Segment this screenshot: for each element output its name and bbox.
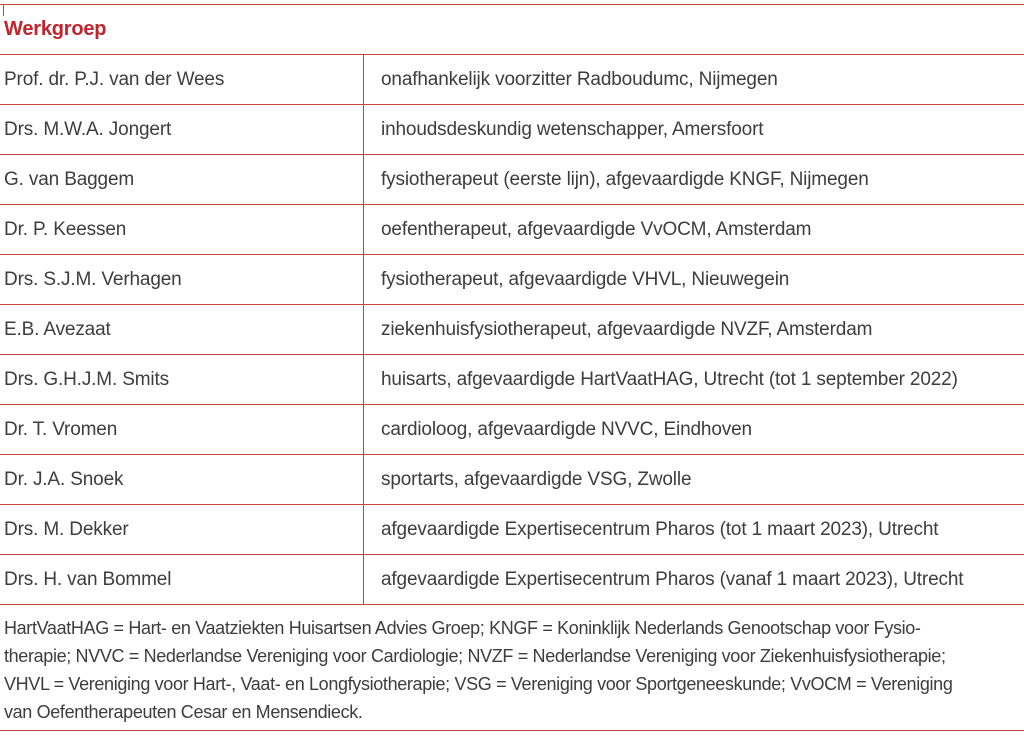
- footnote-line: VHVL = Vereniging voor Hart-, Vaat- en Longfysiotherapie; VSG = Vereniging voor Sportgeneeskunde; VvOCM = Vereniging: [4, 674, 953, 694]
- footnote-line: HartVaatHAG = Hart- en Vaatziekten Huisartsen Advies Groep; KNGF = Koninklijk Nederlands Genootschap voor Fysio-: [4, 618, 921, 638]
- member-name: Dr. P. Keessen: [4, 218, 127, 240]
- member-role: oefentherapeut, afgevaardigde VvOCM, Amsterdam: [363, 205, 1024, 254]
- table-row: [0, 504, 1024, 554]
- member-role: fysiotherapeut, afgevaardigde VHVL, Nieuwegein: [363, 255, 1024, 304]
- table-row: [0, 454, 1024, 504]
- member-name: E.B. Avezaat: [4, 318, 111, 340]
- werkgroep-table: [0, 4, 1024, 731]
- member-name: Drs. H. van Bommel: [4, 568, 172, 590]
- member-name: G. van Baggem: [4, 168, 135, 190]
- member-name: Drs. G.H.J.M. Smits: [4, 368, 169, 390]
- member-name: Drs. M. Dekker: [4, 518, 129, 540]
- table-body: [0, 54, 1024, 604]
- member-name: Drs. M.W.A. Jongert: [4, 118, 172, 140]
- member-name: Prof. dr. P.J. van der Wees: [4, 68, 225, 90]
- member-name: Dr. T. Vromen: [4, 418, 118, 440]
- footnote-line: therapie; NVVC = Nederlandse Vereniging voor Cardiologie; NVZF = Nederlandse Vereniging voor Ziekenhuisfysiotherapie;: [4, 646, 946, 666]
- table-row: [0, 204, 1024, 254]
- table-row: [0, 104, 1024, 154]
- member-role: ziekenhuisfysiotherapeut, afgevaardigde NVZF, Amsterdam: [363, 305, 1024, 354]
- footnote-line: van Oefentherapeuten Cesar en Mensendieck.: [4, 702, 363, 722]
- table-row: [0, 254, 1024, 304]
- member-role: cardioloog, afgevaardigde NVVC, Eindhoven: [363, 405, 1024, 454]
- table-row: [0, 54, 1024, 104]
- table-row: [0, 354, 1024, 404]
- table-row: [0, 404, 1024, 454]
- member-role: onafhankelijk voorzitter Radboudumc, Nijmegen: [363, 55, 1024, 104]
- member-role: huisarts, afgevaardigde HartVaatHAG, Utrecht (tot 1 september 2022): [363, 355, 1024, 404]
- table-title: Werkgroep: [4, 18, 107, 40]
- member-role: afgevaardigde Expertisecentrum Pharos (vanaf 1 maart 2023), Utrecht: [363, 555, 1024, 604]
- member-name: Dr. J.A. Snoek: [4, 468, 124, 490]
- table-title-row: [0, 4, 1024, 54]
- member-role: sportarts, afgevaardigde VSG, Zwolle: [363, 455, 1024, 504]
- member-name: Drs. S.J.M. Verhagen: [4, 268, 182, 290]
- table-footnote: [0, 604, 1024, 731]
- member-role: afgevaardigde Expertisecentrum Pharos (tot 1 maart 2023), Utrecht: [363, 505, 1024, 554]
- table-row: [0, 154, 1024, 204]
- member-role: inhoudsdeskundig wetenschapper, Amersfoort: [363, 105, 1024, 154]
- member-role: fysiotherapeut (eerste lijn), afgevaardigde KNGF, Nijmegen: [363, 155, 1024, 204]
- table-row: [0, 554, 1024, 604]
- table-row: [0, 304, 1024, 354]
